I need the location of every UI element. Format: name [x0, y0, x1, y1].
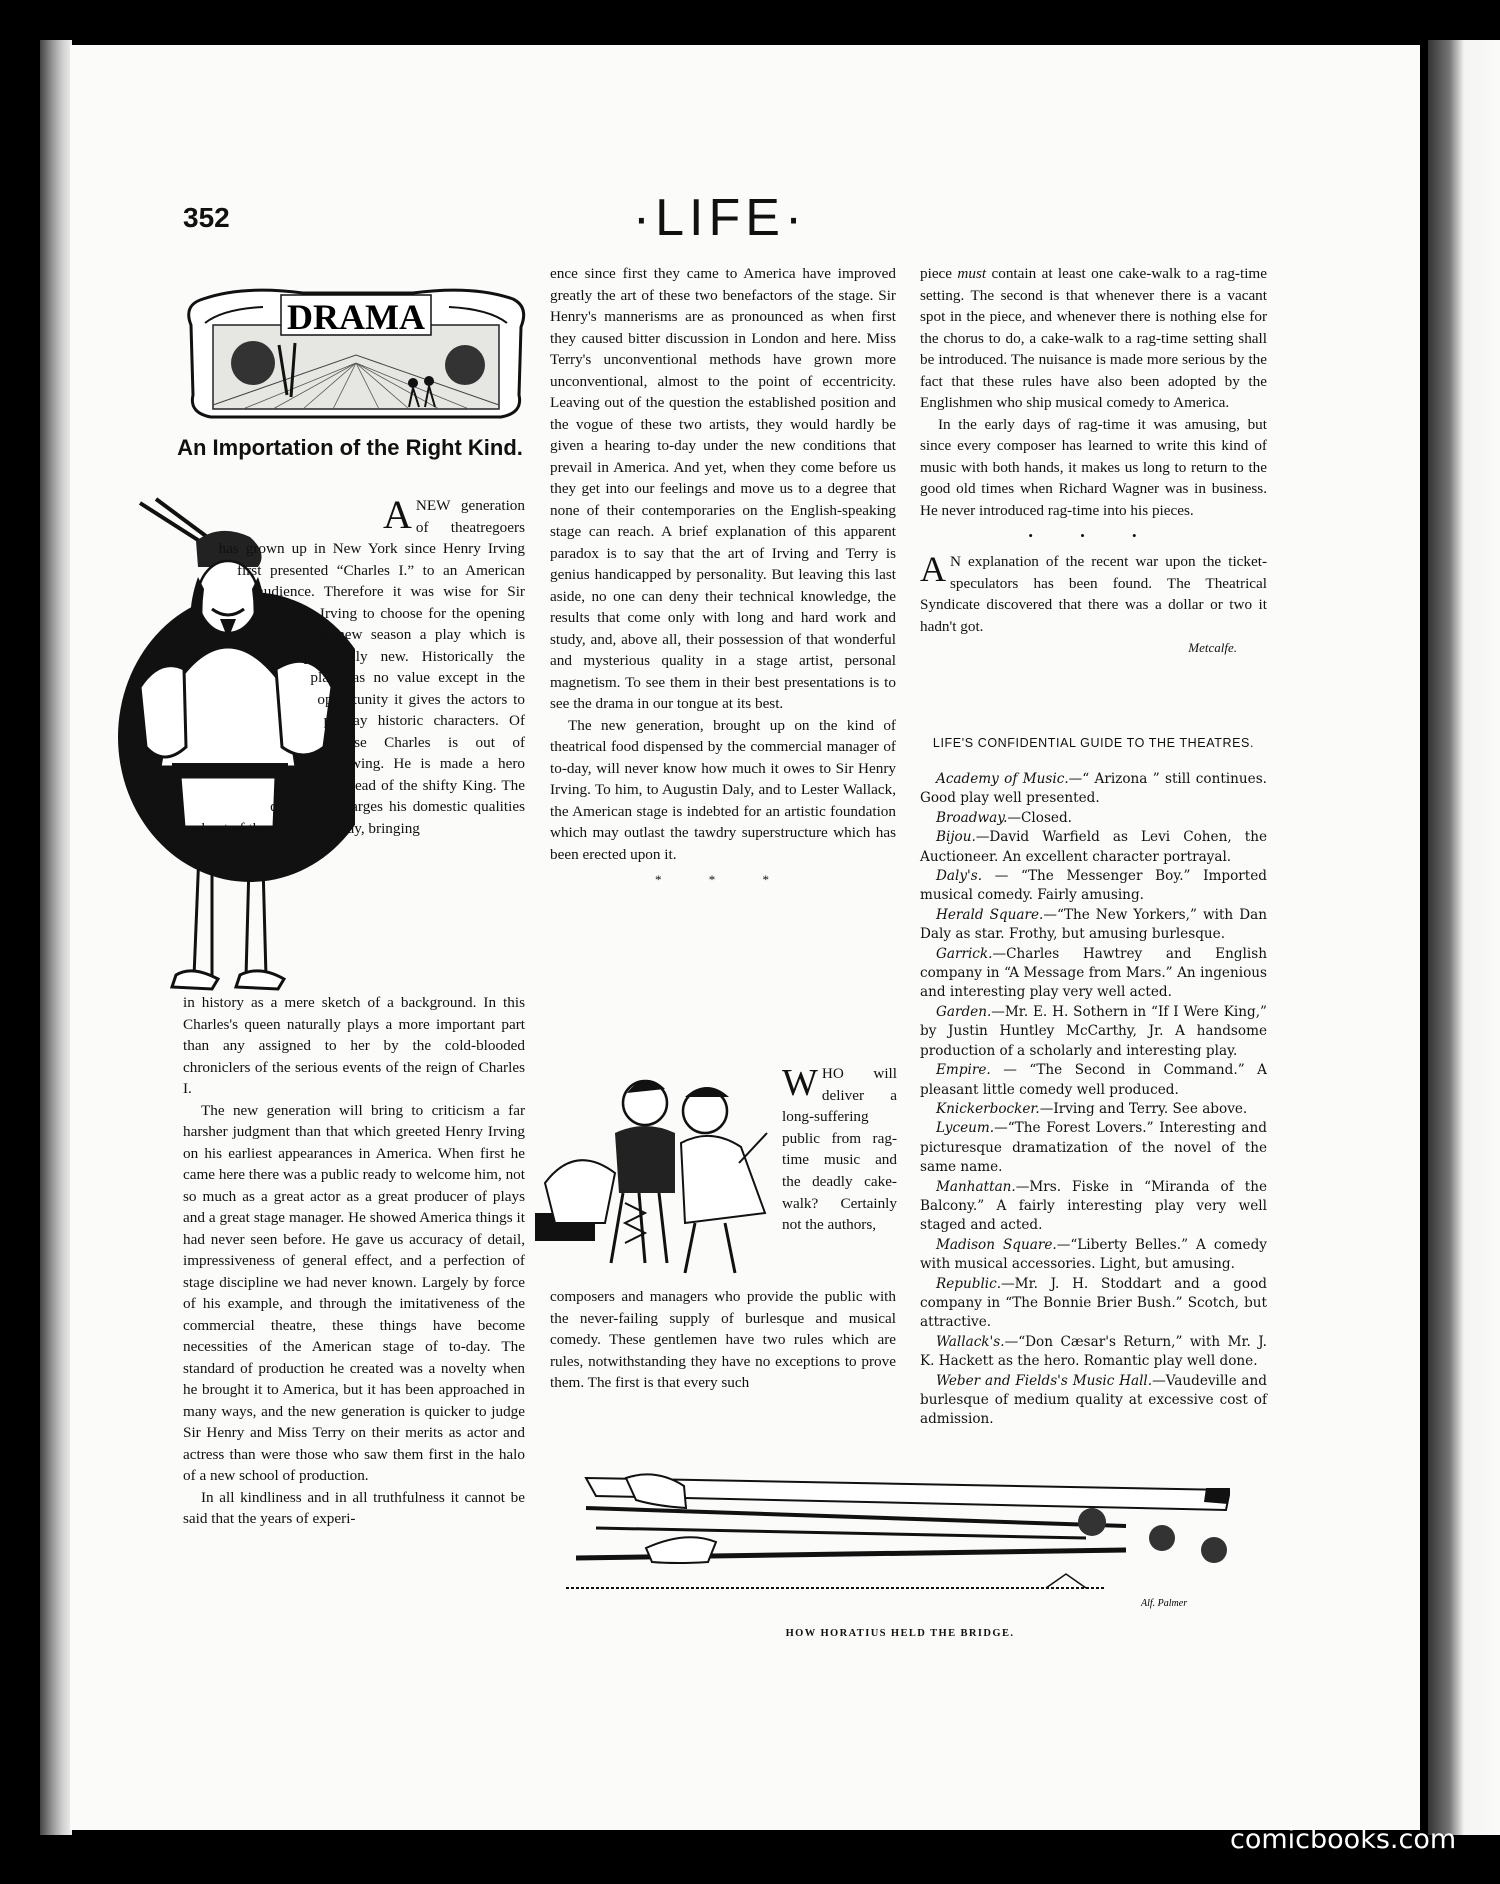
guide-entry	[920, 867, 1267, 906]
guide-entry	[920, 828, 1267, 867]
guide-entry	[920, 1100, 1267, 1119]
cartoon-caption: HOW HORATIUS HELD THE BRIDGE.	[785, 1628, 1015, 1639]
guide-venue: Empire.	[936, 1062, 991, 1079]
guide-entry	[920, 1275, 1267, 1333]
paragraph-continued: composers and managers who provide the public with the never-failing supply of burlesque and musical comedy. These gentlemen have two rules which are rules, notwithstanding they have no exceptions to prove them. The first is that every such	[550, 1288, 896, 1391]
dropcap-a: A	[920, 549, 946, 589]
paragraph: In the early days of rag-time it was amusing, but since every composer has learned to write this kind of music with both hands, it makes us long to return to the good old times when Richard Wagner was in business. He never introduced rag-time into his pieces.	[920, 415, 1267, 519]
guide-entry	[920, 1236, 1267, 1275]
guide-entry	[920, 809, 1267, 828]
guide-venue: Knickerbocker.	[936, 1100, 1040, 1117]
guide-entry	[920, 1372, 1267, 1430]
dropcap-w: W	[782, 1062, 818, 1104]
paragraph-continued	[920, 263, 1267, 414]
guide-venue: Academy of Music.	[936, 771, 1069, 787]
page-edge-right	[1428, 40, 1500, 1835]
svg-text:Alf. Palmer: Alf. Palmer	[1141, 1598, 1188, 1609]
guide-venue: Madison Square.	[936, 1236, 1057, 1253]
section-divider-stars: * * *	[655, 872, 791, 887]
guide-description: —Closed.	[1007, 809, 1072, 826]
cake-walk-dancers-illustration	[535, 1063, 775, 1276]
guide-entry	[920, 1178, 1267, 1236]
paragraph: In all kindliness and in all truthfulness it cannot be said that the years of experi-	[183, 1488, 525, 1527]
signature: Metcalfe.	[1188, 640, 1237, 655]
guide-description: — “The Second in Command.” A pleasant little comedy well produced.	[920, 1062, 1267, 1098]
masthead: ·LIFE·	[632, 189, 808, 247]
article-col2	[550, 263, 896, 895]
guide-description: —Mrs. Fiske in “Miranda of the Balcony.” A fairly interesting play very well staged and acted.	[920, 1178, 1267, 1234]
drama-banner-illustration	[183, 285, 529, 425]
paragraph: The new generation, brought up on the kind of theatrical food dispensed by the commercial manager of to-day, will never know how much it owes to Sir Henry Irving. To him, to Augustin Daly, and to Lester Wallack, the American stage is indebted for an artistic foundation which may outlast the tawdry superstructure which has been erected upon it.	[550, 716, 896, 863]
who-will-text: will deliver a long-suffering public from rag-time music and the deadly cake-walk? Certainly not the authors,	[782, 1065, 897, 1234]
guide-venue: Bijou.	[936, 829, 976, 846]
drama-banner-text: DRAMA	[287, 297, 425, 337]
guide-venue: Weber and Fields's Music Hall.	[936, 1372, 1153, 1389]
guide-entry	[920, 1003, 1267, 1061]
guide-description: —“ Arizona ” still continues. Good play well presented.	[920, 771, 1267, 807]
page-edge-left	[40, 40, 72, 1835]
section-divider-dots: • • •	[1028, 528, 1159, 543]
guide-venue: Herald Square.	[936, 906, 1044, 923]
guide-entry	[920, 1061, 1267, 1100]
guide-description: —Irving and Terry. See above.	[1039, 1100, 1248, 1117]
guide-venue: Manhattan.	[936, 1178, 1016, 1195]
guide-description: —David Warfield as Levi Cohen, the Auctioneer. An excellent character portrayal.	[920, 829, 1267, 865]
paragraph: The new generation will bring to criticism a far harsher judgment than that which greeted Henry Irving on his earliest appearances in America. When first he came here there was a public ready to welcome him, not so much as a great actor as a great producer of plays and a great stage manager. He showed America things it had never seen before. He gave us accuracy of detail, impressiveness of general effect, and a perfection of stage discipline we had never known. Largely by force of his example, and through the imitativeness of the commercial theatre, these things have become necessities of the American stage of to-day. The standard of production he created was a novelty when he brought it to America, but it has been approached in many ways, and the new generation is quicker to judge Sir Henry and Miss Terry on their merits as actor and actress than were those who saw them first in the halo of a new school of production.	[183, 1101, 526, 1484]
theatre-guide-list	[920, 770, 1267, 1430]
guide-venue: Wallack's.	[936, 1333, 1005, 1350]
paragraph-continued: in history as a mere sketch of a background. In this Charles's queen naturally plays a more important part than any assigned to her by the cold-blooded chroniclers of the serious events of the reign of Charles I.	[183, 994, 525, 1097]
article-title: An Importation of the Right Kind.	[177, 435, 523, 460]
guide-description: —Charles Hawtrey and English company in “A Message from Mars.” An ingenious and interesting play very well acted.	[920, 945, 1267, 1001]
watermark: comicbooks.com	[1230, 1824, 1457, 1855]
who-will-paragraph-wrap	[782, 1063, 897, 1236]
guide-venue: Lyceum.	[936, 1120, 995, 1137]
guide-description: —Mr. J. H. Stoddart and a good company in “The Bonnie Brier Bush.” Scotch, but attractive.	[920, 1275, 1267, 1331]
guide-description: —Mr. E. H. Sothern in “If I Were King,” by Justin Huntley McCarthy, Jr. A handsome production of a scholarly and interesting play.	[920, 1003, 1267, 1059]
an-explanation-paragraph	[920, 551, 1267, 637]
paragraph: ence since first they came to America have improved greatly the art of these two benefactors of the stage. Sir Henry's mannerisms are as pronounced as when first they caused bitter discussion in London and here. Miss Terry's unconventional methods have grown more unconventional, almost to the point of eccentricity. Leaving out of the question the established position and the vogue of these two artists, they would hardly be given a hearing to-day under the new conditions that prevail in America. And yet, when they come before us they get into our feelings and move us to a degree that none of their contemporaries on the English-speaking stage can reach. A brief explanation of this apparent paradox is to say that the art of Irving and Terry is genius handicapped by personality. But leaving this last aside, no one can deny their technical knowledge, the results that come only with long and hard work and study, and, above all, their possession of that wonderful and mysterious quality in a stage artist, personal magnetism. To see them in their best presentations is to see the drama in our tongue at its best.	[550, 265, 896, 712]
lead-caps: NEW	[415, 497, 451, 514]
guide-description: — “The Messenger Boy.” Imported musical comedy. Fairly amusing.	[920, 868, 1267, 904]
an-explanation-text: explanation of the recent war upon the ticket-speculators has been found. The Theatrical Syndicate discovered that there was a dollar or two it hadn't got.	[920, 553, 1268, 635]
who-will-paragraph-continued	[550, 1286, 896, 1394]
guide-venue: Garrick.	[936, 945, 993, 962]
emphasis: must	[957, 265, 987, 282]
lead-caps: HO	[821, 1065, 844, 1082]
guide-entry	[920, 945, 1267, 1003]
guide-entry	[920, 1333, 1267, 1372]
guide-venue: Garden.	[936, 1003, 992, 1020]
guide-venue: Daly's.	[936, 868, 983, 885]
guide-description: —“The New Yorkers,” with Dan Daly as star. Frothy, but amusing burlesque.	[920, 906, 1267, 943]
dropcap-a: A	[383, 492, 412, 537]
text-run: contain at least one cake-walk to a rag-time setting. The second is that whenever there is a vacant spot in the piece, and whenever there is nothing else for the chorus to do, a cake-walk to a rag-time setting shall be introduced. The nuisance is made more serious by the fact that these rules have also been adopted by the Englishmen who ship musical comedy to America.	[920, 265, 1267, 411]
article-col1	[183, 992, 525, 1530]
guide-description: —Vaudeville and burlesque of medium quality at excessive cost of admission.	[920, 1372, 1267, 1428]
billiard-cues-cartoon-illustration	[566, 1438, 1230, 1618]
intro-text: generation of theatregoers has grown up in New York since Henry Irving first presented “Charles I.” to an American audience. Therefore it was wise for Sir Henry Irving to choose for the opening of his new season a play which is practically new. Historically the play has no value except in the opportunity it gives the actors to portray historic characters. Of course Charles is out of drawing. He is made a hero instead of the shifty King. The dramatist enlarges his domestic qualities and out of them makes a play, bringing	[183, 497, 525, 837]
article-col1-wrapped-paragraph	[183, 492, 525, 839]
article-col3	[920, 263, 1267, 659]
guide-entry	[920, 1119, 1267, 1177]
guide-description: —“The Forest Lovers.” Interesting and picturesque dramatization of the novel of the same name.	[920, 1120, 1267, 1176]
guide-venue: Republic.	[936, 1275, 1002, 1292]
lead-caps: N	[950, 553, 961, 570]
page-number: 352	[183, 202, 230, 233]
guide-venue: Broadway.	[936, 809, 1008, 826]
guide-description: —“Liberty Belles.” A comedy with musical accessories. Light, but amusing.	[920, 1236, 1267, 1273]
guide-entry	[920, 770, 1267, 809]
guide-title: LIFE'S CONFIDENTIAL GUIDE TO THE THEATRES.	[932, 736, 1255, 750]
text-run: piece	[920, 265, 958, 282]
guide-entry	[920, 906, 1267, 945]
guide-description: —“Don Cæsar's Return,” with Mr. J. K. Hackett as the hero. Romantic play well done.	[920, 1333, 1267, 1370]
